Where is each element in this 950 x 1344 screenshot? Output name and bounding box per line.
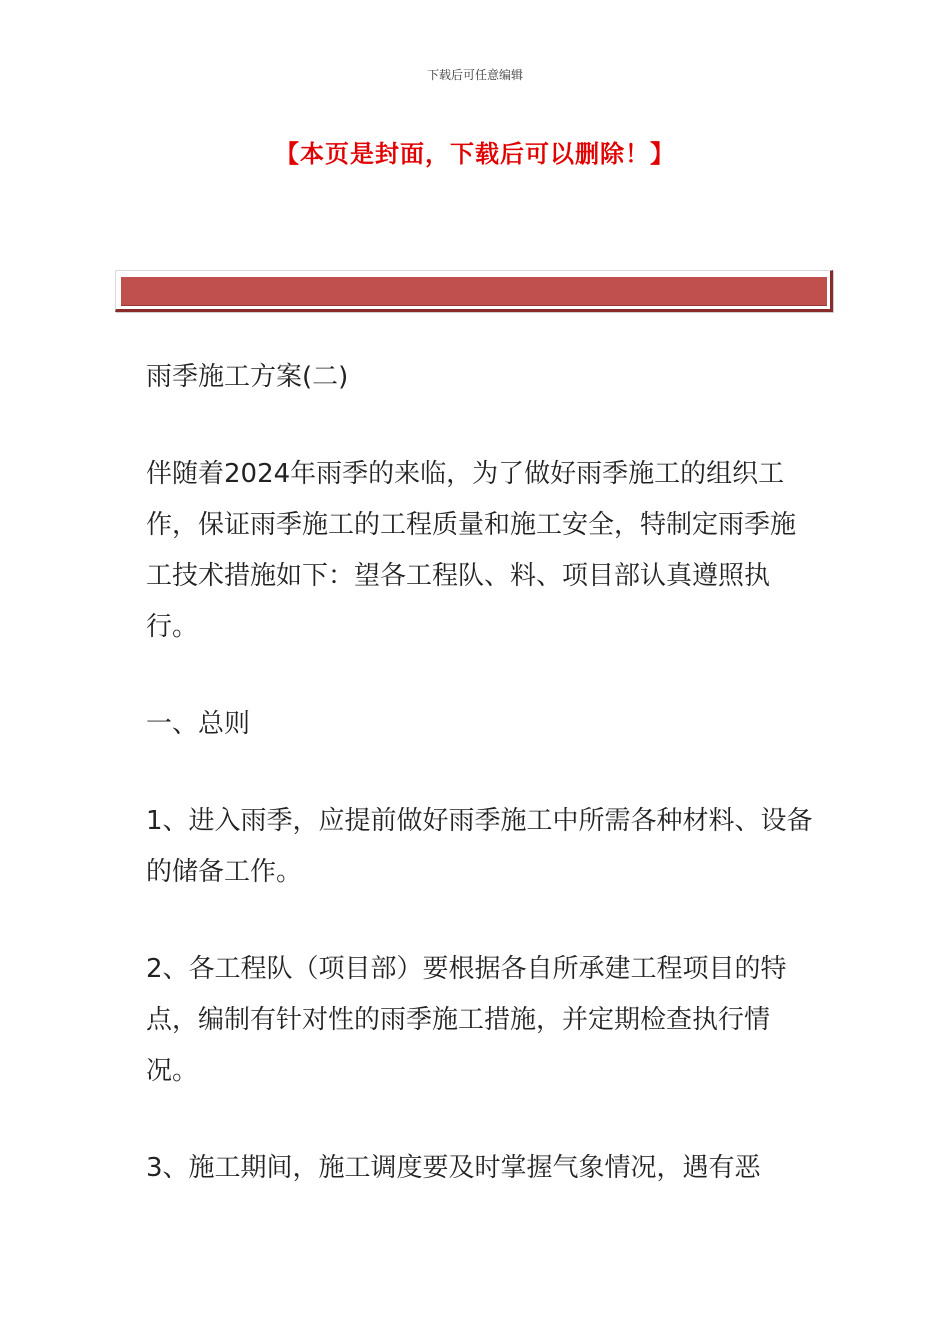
list-item-3: 3、施工期间，施工调度要及时掌握气象情况，遇有恶: [146, 1153, 761, 1183]
list-item-1: 1、进入雨季，应提前做好雨季施工中所需各种材料、设备的储备工作。: [146, 806, 813, 887]
section-heading-general: 一、总则: [146, 709, 251, 739]
document-title: 雨季施工方案(二): [146, 362, 349, 392]
intro-paragraph: 伴随着2024年雨季的来临，为了做好雨季施工的组织工作，保证雨季施工的工程质量和施工安全，特制定雨季施工技术措施如下：望各工程队、料、项目部认真遵照执行。: [146, 459, 797, 642]
list-item-2: 2、各工程队（项目部）要根据各自所承建工程项目的特点，编制有针对性的雨季施工措施，并定期检查执行情况。: [146, 954, 787, 1086]
cover-notice: 【本页是封面，下载后可以删除！】: [275, 140, 675, 168]
decorative-banner: [115, 270, 833, 312]
banner-bar: [121, 277, 827, 306]
page-header: 下载后可任意编辑: [426, 68, 523, 82]
document-body: [146, 352, 814, 1240]
